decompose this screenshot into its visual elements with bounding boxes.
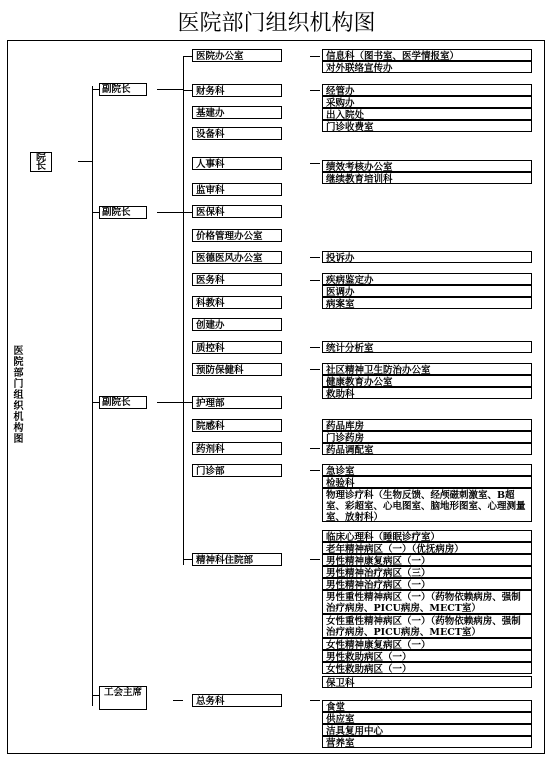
dept-box: 药剂科 <box>192 442 282 455</box>
dept-box: 医务科 <box>192 273 282 286</box>
dept-box: 科教科 <box>192 296 282 309</box>
dept-box: 护理部 <box>192 396 282 409</box>
dept-box: 基建办 <box>192 106 282 119</box>
sub-box: 急诊室 <box>322 464 532 476</box>
dept-box: 医保科 <box>192 205 282 218</box>
dept-box: 监审科 <box>192 183 282 196</box>
connector <box>173 700 183 701</box>
dept-box: 设备科 <box>192 127 282 140</box>
dept-box: 院感科 <box>192 419 282 432</box>
connector <box>157 212 183 213</box>
chart-title: 医院部门组织机构图 <box>177 11 376 36</box>
connector <box>157 89 183 90</box>
dept-box: 精神科住院部 <box>192 553 282 566</box>
sub-box: 物理诊疗科（生物反馈、经颅磁刺激室、B超室、彩超室、心电图室、脑地形图室、心理测量室、放射科） <box>322 488 532 522</box>
president-box: 院长 <box>30 152 52 172</box>
sub-box: 信息科（图书室、医学情报室） <box>322 49 532 61</box>
dept-box: 人事科 <box>192 157 282 170</box>
sub-box: 救助科 <box>322 387 532 399</box>
vp-spine <box>92 86 93 706</box>
connector <box>183 56 192 57</box>
sub-box: 营养室 <box>322 736 532 748</box>
dept-box: 财务科 <box>192 84 282 97</box>
connector <box>310 163 320 164</box>
sub-box: 药品库房 <box>322 419 532 431</box>
vp3-box: 副院长 <box>99 396 147 409</box>
sub-box: 疾病鉴定办 <box>322 273 532 285</box>
connector <box>310 257 320 258</box>
sub-box: 男性精神治疗病区（一） <box>322 578 532 590</box>
connector <box>157 402 183 403</box>
sub-box: 检验科 <box>322 476 532 488</box>
sub-box: 门诊收费室 <box>322 120 532 132</box>
sub-box: 男性重性精神病区（一）（药物依赖病房、强制治疗病房、PICU病房、MECT室） <box>322 590 532 614</box>
sub-box: 女性重性精神病区（一）（药物依赖病房、强制治疗病房、PICU病房、MECT室） <box>322 614 532 638</box>
sub-box: 男性救助病区（一） <box>322 650 532 662</box>
connector <box>310 700 320 701</box>
union-box: 工会主席 <box>99 686 147 710</box>
sub-box: 食堂 <box>322 700 532 712</box>
connector <box>78 161 92 162</box>
connector <box>310 347 320 348</box>
connector <box>310 90 320 91</box>
dept-box: 预防保健科 <box>192 363 282 376</box>
sub-box: 医调办 <box>322 285 532 297</box>
sub-box: 绩效考核办公室 <box>322 160 532 172</box>
dept-box: 质控科 <box>192 341 282 354</box>
sub-box: 男性精神治疗病区（三） <box>322 566 532 578</box>
sub-box: 出入院处 <box>322 108 532 120</box>
connector <box>183 559 192 560</box>
connector <box>310 280 320 281</box>
sub-box: 保卫科 <box>322 676 532 688</box>
sub-box: 临床心理科（睡眠诊疗室） <box>322 530 532 542</box>
connector <box>183 402 192 403</box>
sub-box: 门诊药房 <box>322 431 532 443</box>
sub-box: 社区精神卫生防治办公室 <box>322 363 532 375</box>
sub-box: 洁具复用中心 <box>322 724 532 736</box>
dept-spine <box>183 56 184 565</box>
sub-box: 女性精神康复病区（一） <box>322 638 532 650</box>
connector <box>310 470 320 471</box>
sub-box: 继续教育培训科 <box>322 172 532 184</box>
sub-box: 男性精神康复病区（一） <box>322 554 532 566</box>
connector <box>183 90 192 91</box>
dept-box: 总务科 <box>192 694 282 707</box>
sub-box: 供应室 <box>322 712 532 724</box>
connector <box>310 448 320 449</box>
sub-box: 老年精神病区（一）（优抚病房） <box>322 542 532 554</box>
root-label: 医院部门组织机构图 <box>11 345 22 444</box>
sub-box: 病案室 <box>322 297 532 309</box>
sub-box: 经管办 <box>322 84 532 96</box>
dept-box: 门诊部 <box>192 464 282 477</box>
sub-box: 对外联络宣传办 <box>322 61 532 73</box>
dept-box: 创建办 <box>192 318 282 331</box>
connector <box>183 212 192 213</box>
sub-box: 采购办 <box>322 96 532 108</box>
sub-box: 投诉办 <box>322 251 532 263</box>
sub-box: 统计分析室 <box>322 341 532 353</box>
sub-box: 女性救助病区（一） <box>322 662 532 674</box>
connector <box>310 56 320 57</box>
vp2-box: 副院长 <box>99 206 147 219</box>
sub-box: 健康教育办公室 <box>322 375 532 387</box>
dept-box: 医院办公室 <box>192 49 282 62</box>
connector <box>310 369 320 370</box>
connector <box>310 559 320 560</box>
dept-box: 医德医风办公室 <box>192 251 282 264</box>
vp1-box: 副院长 <box>99 83 147 96</box>
sub-box: 药品调配室 <box>322 443 532 455</box>
dept-box: 价格管理办公室 <box>192 229 282 242</box>
